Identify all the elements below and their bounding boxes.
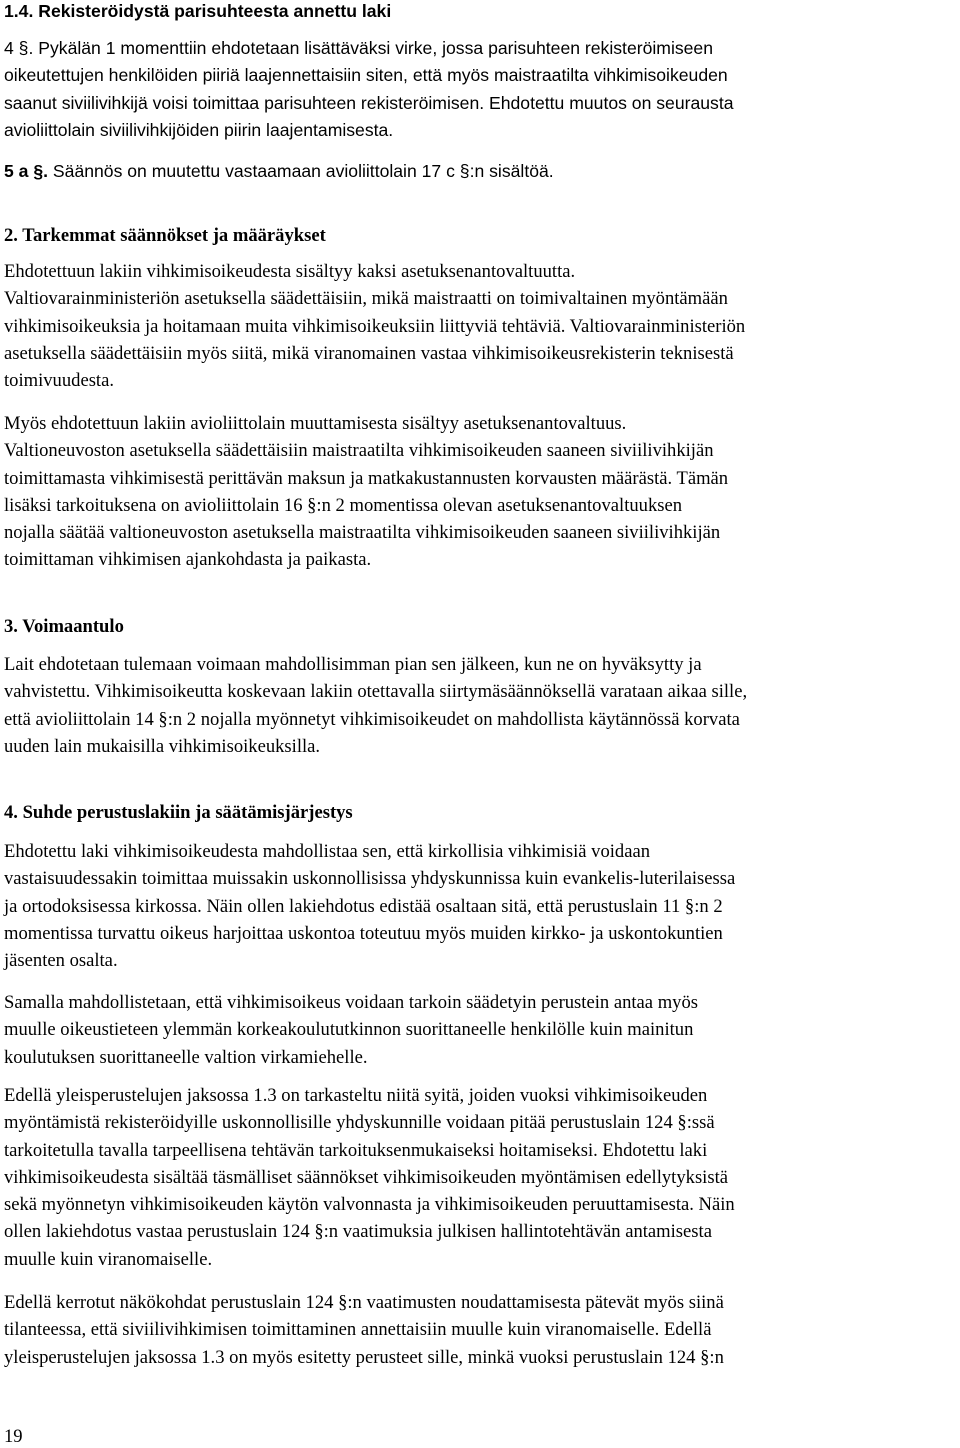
text-line: myöntämistä rekisteröidyille uskonnollisille yhdyskunnille voidaan pitää perustuslain 124 §:ssä [4,1112,715,1134]
text-line: Valtiovarainministeriön asetuksella säädettäisiin, mikä maistraatti on toimivaltainen myöntämään [4,288,728,310]
text-line: toimittamasta vihkimisestä perittävän maksun ja matkakustannusten korvausten määrästä. Tämän [4,467,729,489]
section-4-paragraph-4 [4,1289,954,1371]
text-line: yleisperustelujen jaksossa 1.3 on myös esitetty perusteet sille, minkä vuoksi perustuslain 124 §:n [4,1346,724,1368]
section-3-paragraph-1 [4,651,954,760]
text-line: vihkimisoikeudesta sisältää täsmälliset säännökset vihkimisoikeuden myöntämisen edellytyksistä [4,1166,729,1188]
text-line: Edellä yleisperustelujen jaksossa 1.3 on tarkasteltu niitä syitä, joiden vuoksi vihkimisoikeuden [4,1085,708,1106]
text-line: Lait ehdotetaan tulemaan voimaan mahdollisimman pian sen jälkeen, kun ne on hyväksytty ja [4,654,702,675]
section-2-paragraph-2 [4,410,954,574]
text-line: sekä myönnetyn vihkimisoikeuden käytön valvonnasta ja vihkimisoikeuden peruuttamisesta. Näin [4,1194,735,1216]
text-line: ollen lakiehdotus vastaa perustuslain 124 §:n vaatimuksia julkisen hallintotehtävän antamisesta [4,1221,712,1243]
text-line: Myös ehdotettuun lakiin avioliittolain muuttamisesta sisältyy asetuksenantovaltuus. [4,413,627,434]
text-line: momentissa turvattu oikeus harjoittaa uskontoa toteutuu myös muiden kirkko- ja uskontokuntien [4,922,723,944]
text-line: vahvistettu. Vihkimisoikeutta koskevaan lakiin otettavalla siirtymäsäännöksellä varataan aikaa sille, [4,681,748,703]
section-4-paragraph-3 [4,1082,954,1273]
text-line: Valtioneuvoston asetuksella säädettäisiin maistraatilta vihkimisoikeuden saaneen siviilivihkijän [4,440,714,462]
text-line: saanut siviilivihkijä voisi toimittaa parisuhteen rekisteröimisen. Ehdotettu muutos on seurausta [4,92,734,113]
text-line: nojalla säätää valtioneuvoston asetuksella maistraatilta vihkimisoikeuden saaneen siviilivihkijän [4,522,721,544]
text-line: avioliittolain siviilivihkijöiden piirin laajentamisesta. [4,119,394,140]
section-1-4-heading: 1.4. Rekisteröidystä parisuhteesta annettu laki [4,1,392,21]
text-line: jäsenten osalta. [4,950,118,972]
section-4-heading: 4. Suhde perustuslakiin ja säätämisjärjestys [4,802,353,823]
paragraph-label: 5 a §. [4,161,49,181]
section-2-heading: 2. Tarkemmat säännökset ja määräykset [4,225,326,246]
text-line: Edellä kerrotut näkökohdat perustuslain 124 §:n vaatimusten noudattamisesta pätevät myös siinä [4,1292,724,1313]
section-4-paragraph-2 [4,989,954,1071]
text-line: muulle kuin viranomaiselle. [4,1248,213,1270]
text-line: vastaisuudessakin toimittaa muissakin uskonnollisissa yhdyskunnissa kuin evankelis-luterilaisessa [4,868,736,890]
text-line: asetuksella säädettäisiin myös siitä, mikä viranomainen vastaa vihkimisoikeusrekisterin teknisestä [4,342,734,364]
page-number: 19 [4,1426,23,1447]
text-line: 4 §. Pykälän 1 momenttiin ehdotetaan lisättäväksi virke, jossa parisuhteen rekisteröimiseen [4,38,713,58]
text-line: toimittaman vihkimisen ajankohdasta ja paikasta. [4,549,372,571]
text-line: Samalla mahdollistetaan, että vihkimisoikeus voidaan tarkoin säädetyin perustein antaa myös [4,992,698,1013]
text-line: lisäksi tarkoituksena on avioliittolain 16 §:n 2 momentissa olevan asetuksenantovaltuuksen [4,494,683,516]
text-line: toimivuudesta. [4,370,115,392]
paragraph-text: Säännös on muutettu vastaamaan avioliittolain 17 c §:n sisältöä. [52,161,554,181]
section-4-paragraph-1 [4,838,954,974]
text-line: vihkimisoikeuksia ja hoitamaan muita vihkimisoikeuksiin liittyviä tehtäviä. Valtiovarainministeriön [4,315,746,337]
text-line: uuden lain mukaisilla vihkimisoikeuksilla. [4,735,321,757]
text-line: että avioliittolain 14 §:n 2 nojalla myönnetyt vihkimisoikeudet on mahdollista käytännössä korvata [4,708,740,730]
text-line: tilanteessa, että siviilivihkimisen toimittaminen annettaisiin muulle kuin viranomaiselle. Edellä [4,1319,712,1341]
section-1-4-paragraph-4 [4,35,954,144]
text-line: Ehdotettu laki vihkimisoikeudesta mahdollistaa sen, että kirkollisia vihkimisiä voidaan [4,841,651,862]
section-2-paragraph-1 [4,258,954,394]
text-line: oikeutettujen henkilöiden piiriä laajennettaisiin siten, että myös maistraatilta vihkimisoikeuden [4,65,728,86]
text-line: ja ortodoksisessa kirkossa. Näin ollen lakiehdotus edistää osaltaan sitä, että perustuslain 11 §:n 2 [4,895,723,917]
section-3-heading: 3. Voimaantulo [4,616,124,637]
section-1-4-paragraph-5a [4,158,954,185]
text-line: koulutuksen suorittaneelle valtion virkamiehelle. [4,1046,368,1068]
text-line: tarkoitetulla tavalla tarpeellisena tehtävän tarkoituksenmukaiseksi hoitamiseksi. Ehdotettu laki [4,1139,708,1161]
text-line: Ehdotettuun lakiin vihkimisoikeudesta sisältyy kaksi asetuksenantovaltuutta. [4,261,576,282]
text-line: muulle oikeustieteen ylemmän korkeakoulututkinnon suorittaneelle henkilölle kuin mainitun [4,1019,694,1041]
